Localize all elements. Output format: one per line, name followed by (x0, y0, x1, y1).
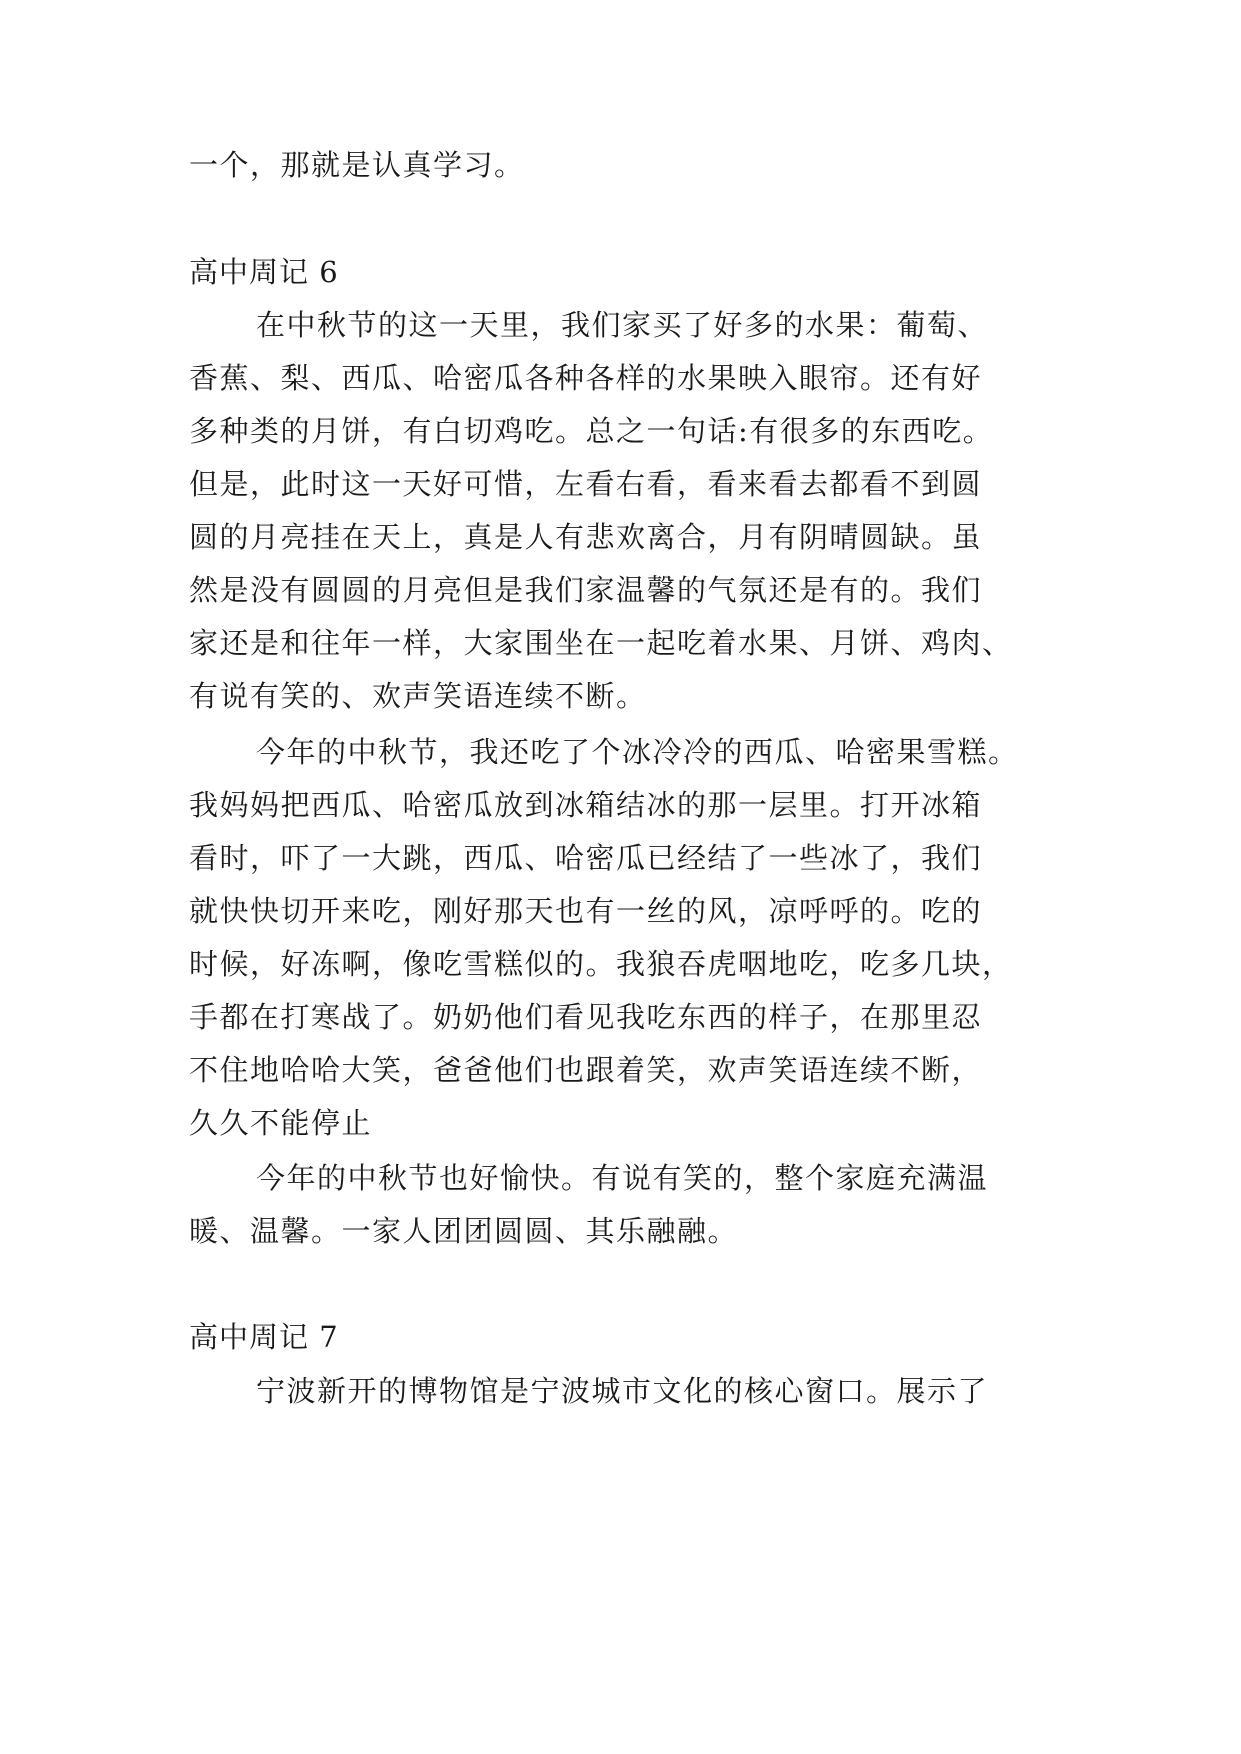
section-heading: 高中周记 7 (189, 1320, 339, 1354)
paragraph-line: 看时，吓了一大跳，西瓜、哈密瓜已经结了一些冰了，我们 (189, 841, 983, 875)
continuation-line: 一个，那就是认真学习。 (189, 148, 525, 182)
paragraph-line: 今年的中秋节也好愉快。有说有笑的，整个家庭充满温 (256, 1161, 989, 1195)
paragraph-line: 就快快切开来吃，刚好那天也有一丝的风，凉呼呼的。吃的 (189, 894, 983, 928)
paragraph-line: 暖、温馨。一家人团团圆圆、其乐融融。 (189, 1214, 739, 1248)
section-heading: 高中周记 6 (189, 255, 339, 289)
paragraph-line: 圆的月亮挂在天上，真是人有悲欢离合，月有阴晴圆缺。虽 (189, 520, 983, 554)
paragraph-line: 手都在打寒战了。奶奶他们看见我吃东西的样子，在那里忍 (189, 1000, 983, 1034)
paragraph-line: 宁波新开的博物馆是宁波城市文化的核心窗口。展示了 (256, 1374, 989, 1408)
paragraph-line: 香蕉、梨、西瓜、哈密瓜各种各样的水果映入眼帘。还有好 (189, 361, 983, 395)
paragraph-line: 在中秋节的这一天里，我们家买了好多的水果：葡萄、 (256, 308, 989, 342)
paragraph-line: 久久不能停止 (189, 1106, 373, 1140)
paragraph-line: 然是没有圆圆的月亮但是我们家温馨的气氛还是有的。我们 (189, 573, 983, 607)
paragraph-line: 不住地哈哈大笑，爸爸他们也跟着笑，欢声笑语连续不断， (189, 1053, 983, 1087)
paragraph-line: 多种类的月饼，有白切鸡吃。总之一句话:有很多的东西吃。 (189, 414, 994, 448)
paragraph-line: 我妈妈把西瓜、哈密瓜放到冰箱结冰的那一层里。打开冰箱 (189, 788, 983, 822)
paragraph-line: 有说有笑的、欢声笑语连续不断。 (189, 679, 647, 713)
paragraph-line: 家还是和往年一样，大家围坐在一起吃着水果、月饼、鸡肉、 (189, 626, 1013, 660)
paragraph-line: 但是，此时这一天好可惜，左看右看，看来看去都看不到圆 (189, 467, 983, 501)
paragraph-line: 今年的中秋节，我还吃了个冰冷冷的西瓜、哈密果雪糕。 (256, 735, 1019, 769)
paragraph-line: 时候，好冻啊，像吃雪糕似的。我狼吞虎咽地吃，吃多几块， (189, 947, 1013, 981)
